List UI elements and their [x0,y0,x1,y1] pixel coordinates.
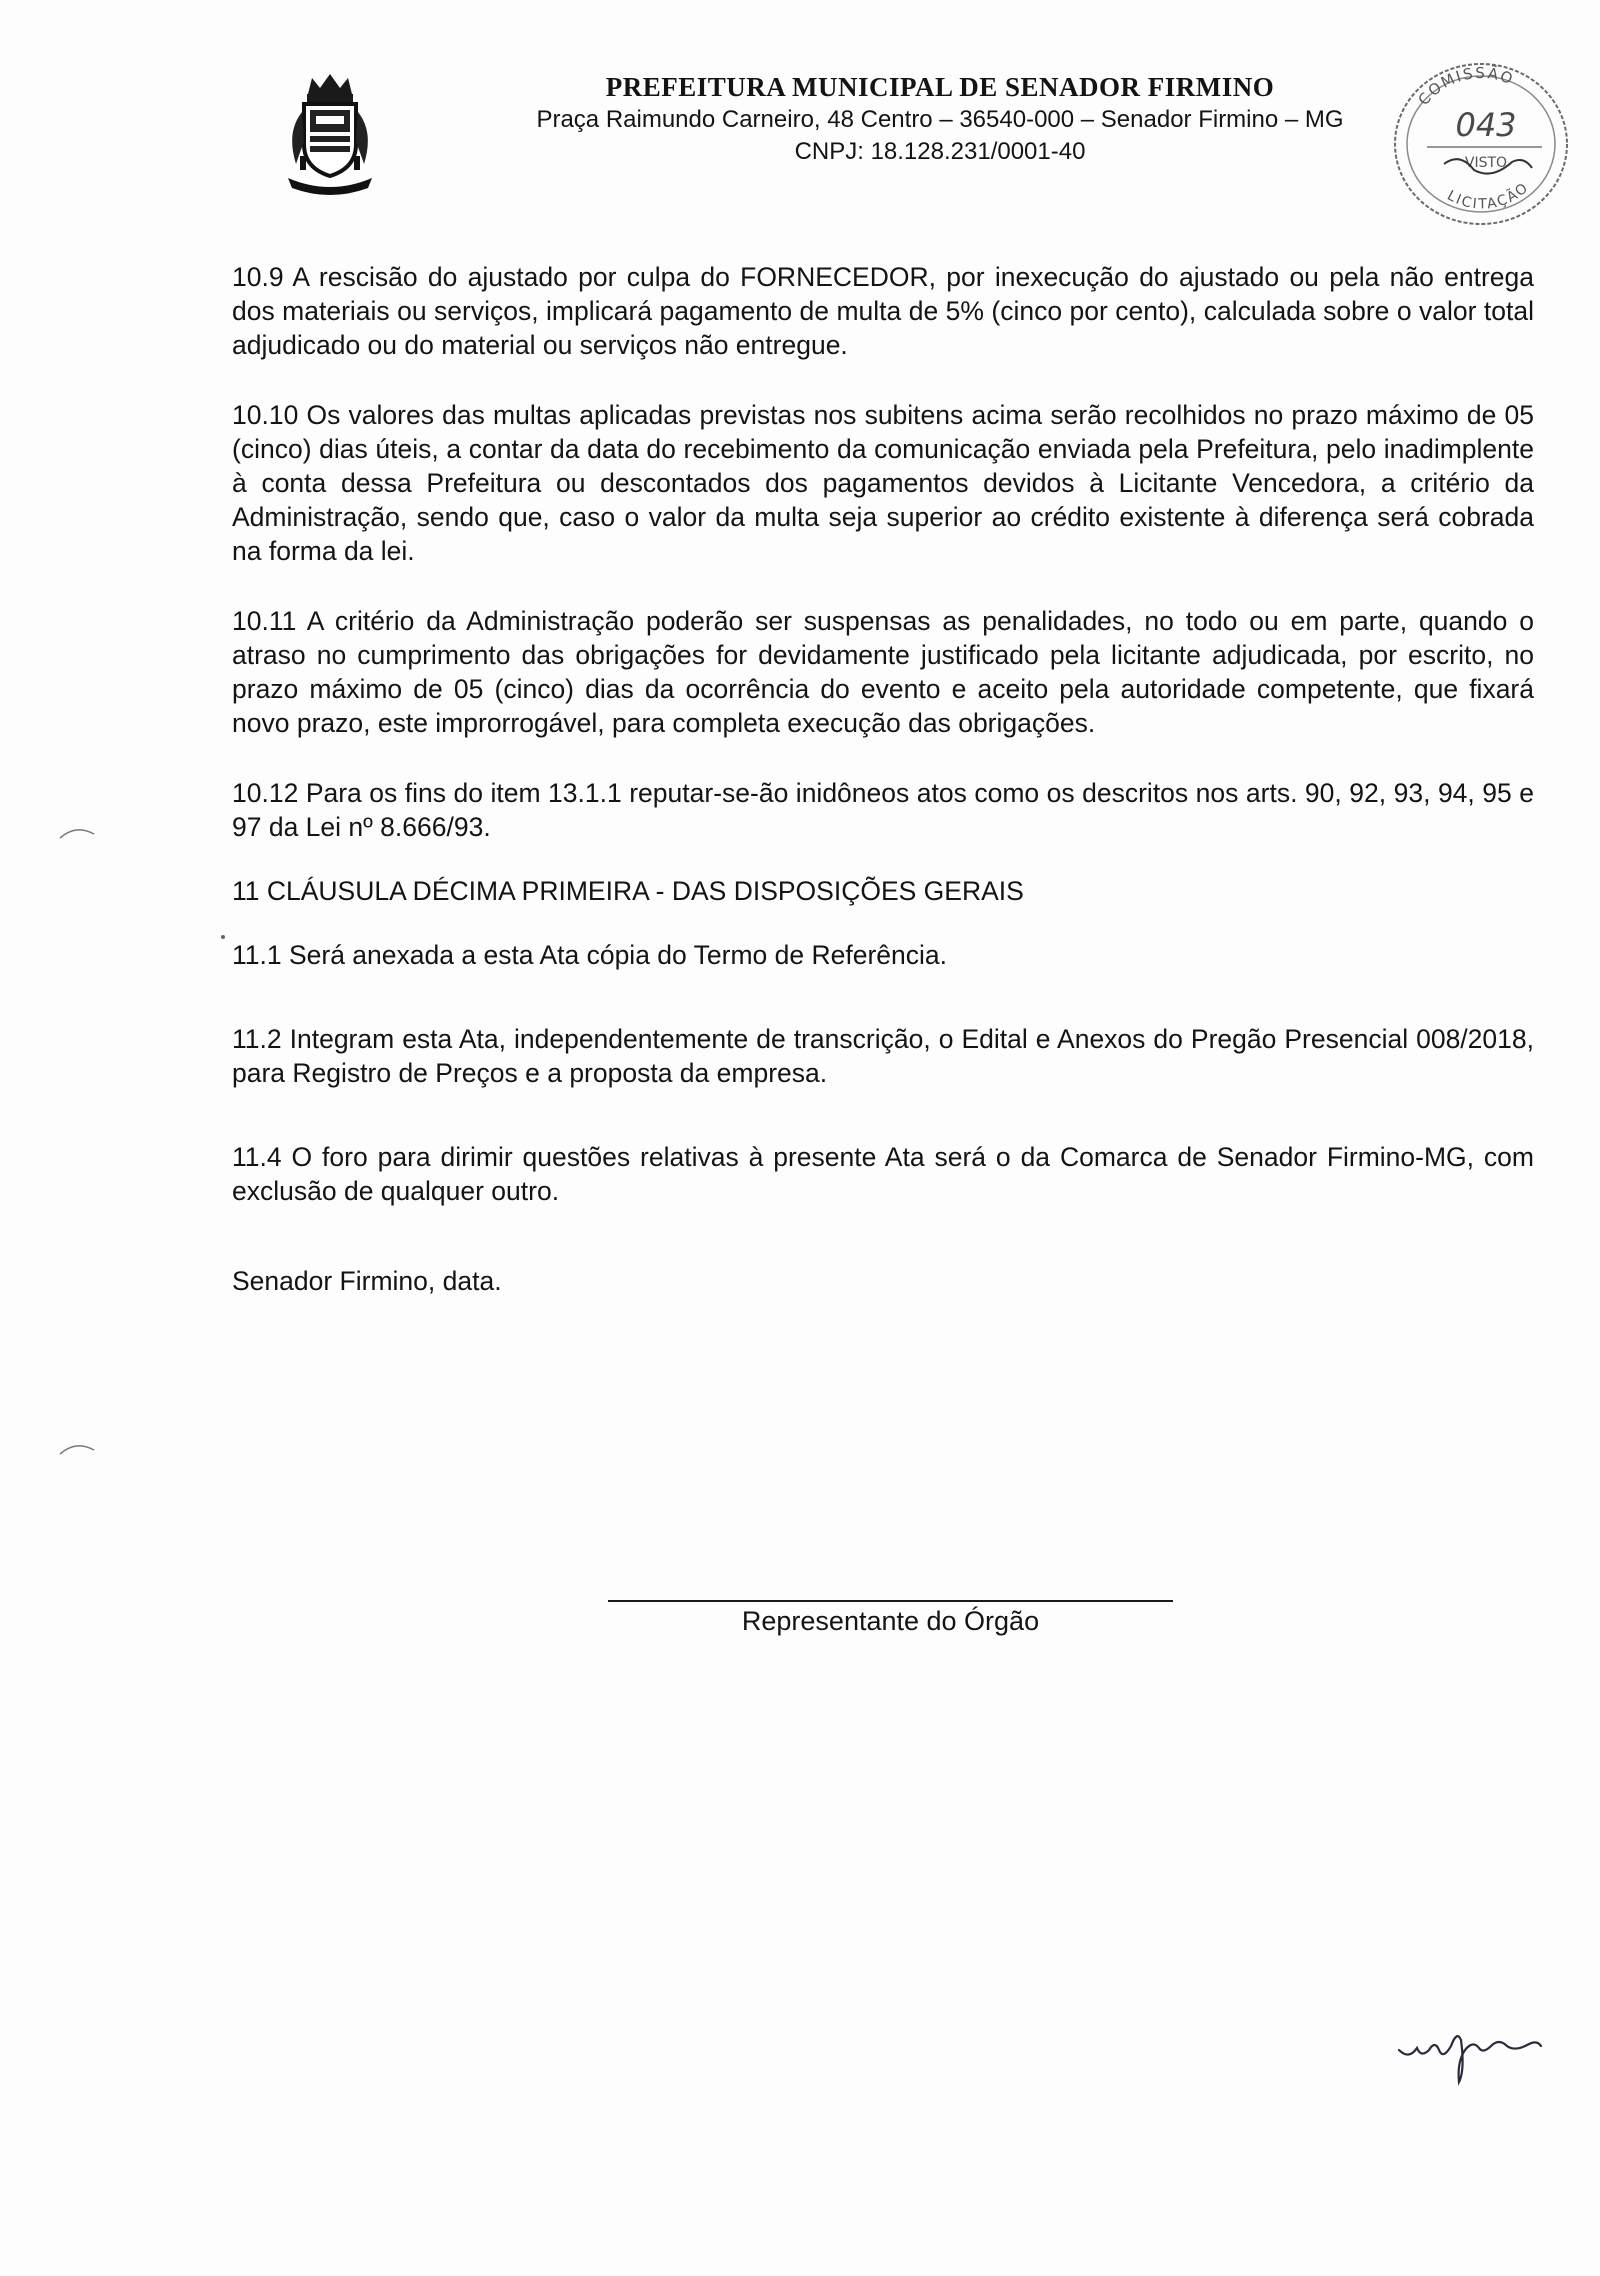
svg-text:LICITAÇÃO [1444,179,1532,212]
closing-place-date: Senador Firmino, data. [232,1266,502,1296]
letterhead [470,70,1410,168]
stamp-bottom-text: LICITAÇÃO [1444,179,1533,213]
svg-text:COMISSÃO [1414,63,1516,109]
clause-10-9: 10.9 A rescisão do ajustado por culpa do FORNECEDOR, por inexecução do ajustado ou pela não entrega dos materiais ou serviços, implicará pagamento de multa de 5% (cinco por cento), calculada sobre o valor total adjudicado ou do material ou serviços não entregue. [232,262,1534,360]
stamp-top-text: COMISSÃO [1414,63,1517,109]
signature-label: Representante do Órgão [741,1606,1040,1636]
clause-10-12: 10.12 Para os fins do item 13.1.1 reputar-se-ão inidôneos atos como os descritos nos arts. 90, 92, 93, 94, 95 e 97 da Lei nº 8.666/93. [232,778,1534,842]
municipality-address: Praça Raimundo Carneiro, 48 Centro – 36540-000 – Senador Firmino – MG [536,106,1344,133]
signature-line [608,1600,1173,1602]
document-body [232,260,1534,1334]
section-11-heading: 11 CLÁUSULA DÉCIMA PRIMEIRA - DAS DISPOSIÇÕES GERAIS [232,876,1024,906]
margin-mark [58,1438,98,1458]
clause-11-2: 11.2 Integram esta Ata, independentemente de transcrição, o Edital e Anexos do Pregão Presencial 008/2018, para Registro de Preços e a proposta da empresa. [232,1024,1534,1088]
clause-11-1: 11.1 Será anexada a esta Ata cópia do Termo de Referência. [232,940,947,970]
commission-stamp [1382,52,1577,232]
margin-dot [218,932,228,942]
margin-mark [58,822,98,842]
clause-10-11: 10.11 A critério da Administração poderão ser suspensas as penalidades, no todo ou em parte, quando o atraso no cumprimento das obrigações for devidamente justificado pela licitante adjudicada, por escrito, no prazo máximo de 05 (cinco) dias da ocorrência do evento e aceito pela autoridade competente, que fixará novo prazo, este improrrogável, para completa execução das obrigações. [232,606,1534,738]
stamp-page-number: 043 [1455,106,1517,144]
handwritten-initials-icon [1395,2010,1545,2090]
municipal-coat-of-arms-icon [280,72,380,197]
stamp-middle-text: VISTO [1464,155,1508,171]
municipality-title: PREFEITURA MUNICIPAL DE SENADOR FIRMINO [605,72,1275,102]
clause-10-10: 10.10 Os valores das multas aplicadas previstas nos subitens acima serão recolhidos no prazo máximo de 05 (cinco) dias úteis, a contar da data do recebimento da comunicação enviada pela Prefeitura, pelo inadimplente à conta dessa Prefeitura ou descontados dos pagamentos devidos à Licitante Vencedora, a critério da Administração, sendo que, caso o valor da multa seja superior ao crédito existente à diferença será cobrada na forma da lei. [232,400,1534,566]
clause-11-4: 11.4 O foro para dirimir questões relativas à presente Ata será o da Comarca de Senador Firmino-MG, com exclusão de qualquer outro. [232,1142,1534,1206]
municipality-cnpj: CNPJ: 18.128.231/0001-40 [794,138,1086,165]
